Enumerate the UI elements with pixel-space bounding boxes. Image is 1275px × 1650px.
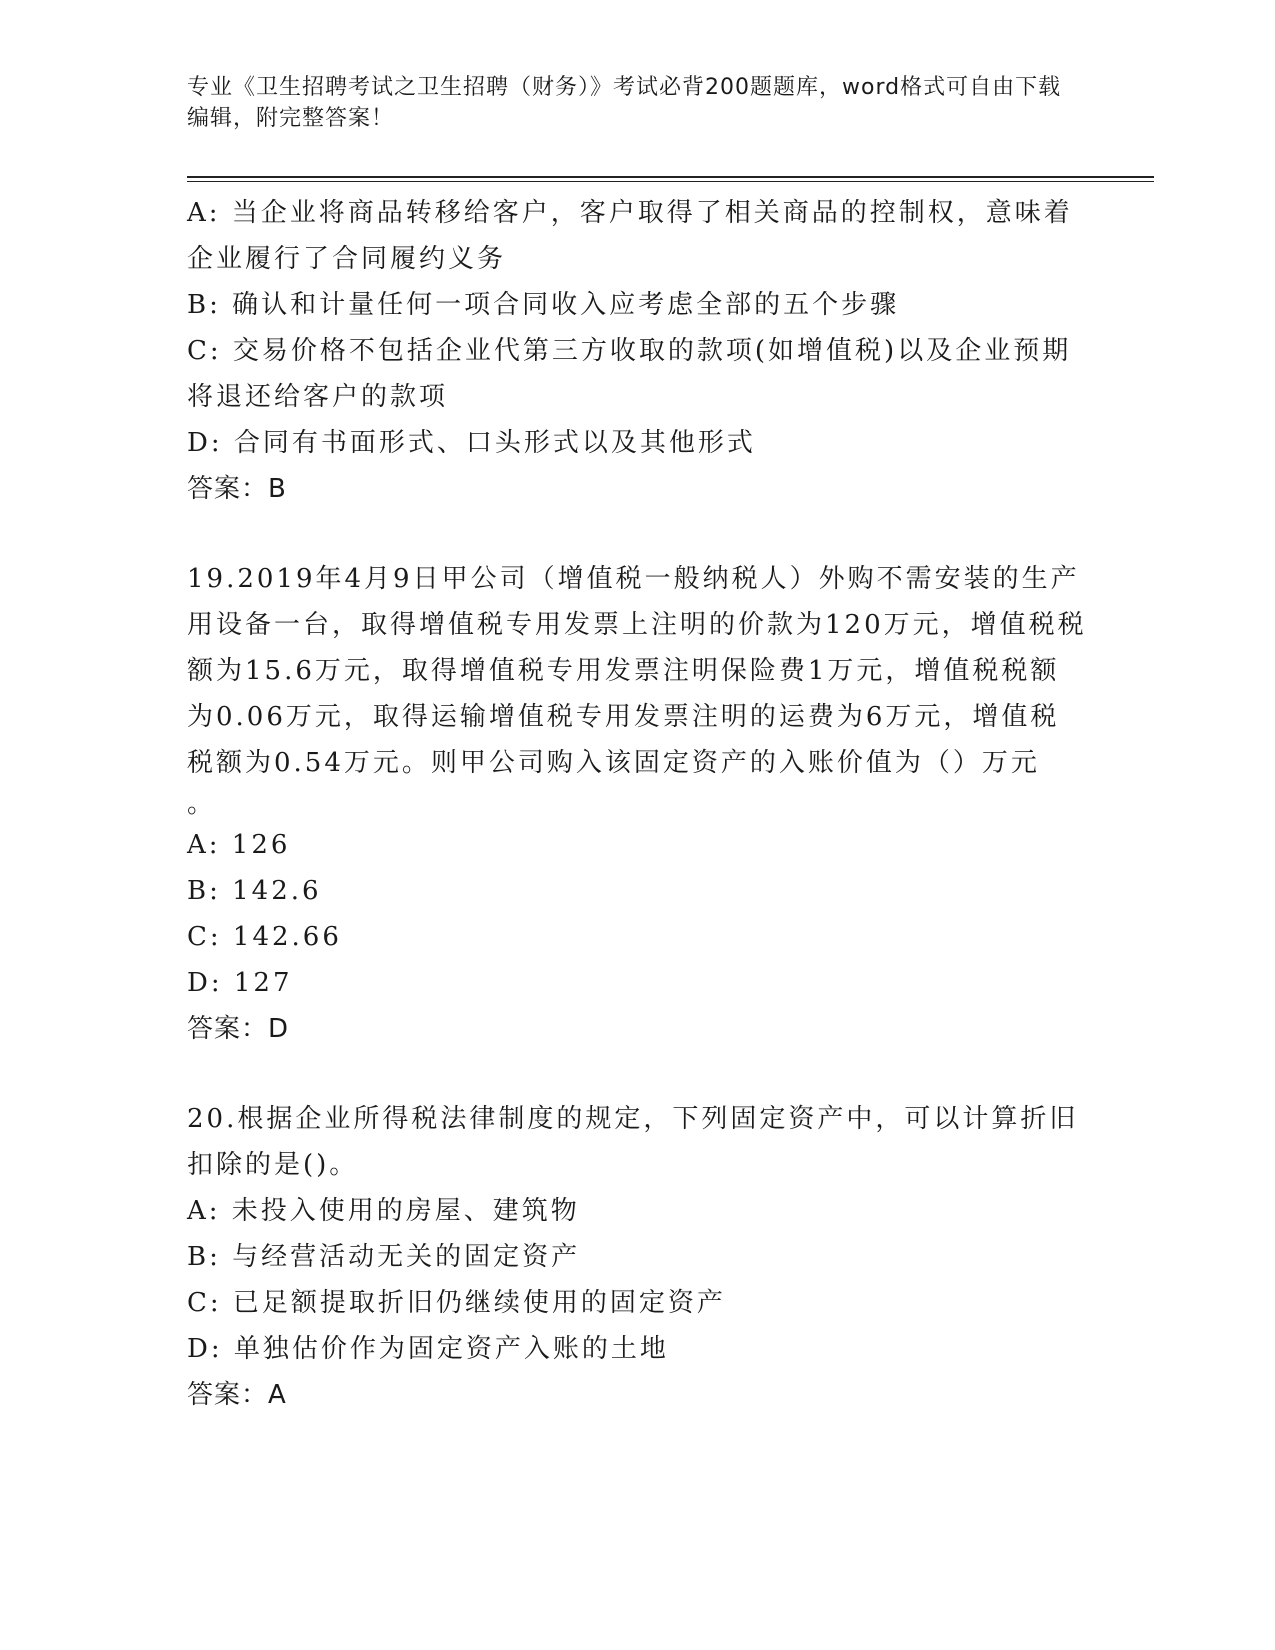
option-b: B: 确认和计量任何一项合同收入应考虑全部的五个步骤: [187, 290, 900, 320]
header-divider-thin: [187, 181, 1154, 182]
option-c: C: 142.66: [187, 922, 342, 952]
option-d: D: 合同有书面形式、口头形式以及其他形式: [187, 428, 756, 458]
question-19-block: [187, 556, 1087, 1052]
option-a: A: 126: [187, 830, 291, 860]
option-c: C: 已足额提取折旧仍继续使用的固定资产: [187, 1288, 726, 1318]
answer-label: 答案：D: [187, 1014, 290, 1044]
question-20-block: [187, 1096, 1087, 1418]
option-b: B: 与经营活动无关的固定资产: [187, 1242, 581, 1272]
option-c: C: 交易价格不包括企业代第三方收取的款项(如增值税)以及企业预期将退还给客户的款项: [187, 336, 1072, 412]
question-18-block: [187, 190, 1087, 512]
option-d: D: 单独估价作为固定资产入账的土地: [187, 1334, 669, 1364]
question-content: [187, 190, 1087, 1418]
question-stem-tail: 。: [187, 789, 214, 819]
option-a: A: 当企业将商品转移给客户，客户取得了相关商品的控制权，意味着企业履行了合同履约义务: [187, 198, 1073, 274]
option-d: D: 127: [187, 968, 293, 998]
question-stem: 20.根据企业所得税法律制度的规定，下列固定资产中，可以计算折旧扣除的是()。: [187, 1104, 1079, 1180]
header-divider-thick: [187, 176, 1154, 178]
document-header: 专业《卫生招聘考试之卫生招聘（财务）》考试必背200题题库，word格式可自由下载编辑，附完整答案！: [187, 75, 1062, 131]
option-a: A: 未投入使用的房屋、建筑物: [187, 1196, 580, 1226]
answer-label: 答案：A: [187, 1380, 287, 1410]
question-stem: 19.2019年4月9日甲公司（增值税一般纳税人）外购不需安装的生产用设备一台，取得增值税专用发票上注明的价款为120万元，增值税税额为15.6万元，取得增值税专用发票注明保险费1万元，增值税税额为0.06万元，取得运输增值税专用发票注明的运费为6万元，增值税税额为0.54万元。则甲公司购入该固定资产的入账价值为（）万元: [187, 564, 1087, 778]
answer-label: 答案：B: [187, 474, 287, 504]
option-b: B: 142.6: [187, 876, 322, 906]
